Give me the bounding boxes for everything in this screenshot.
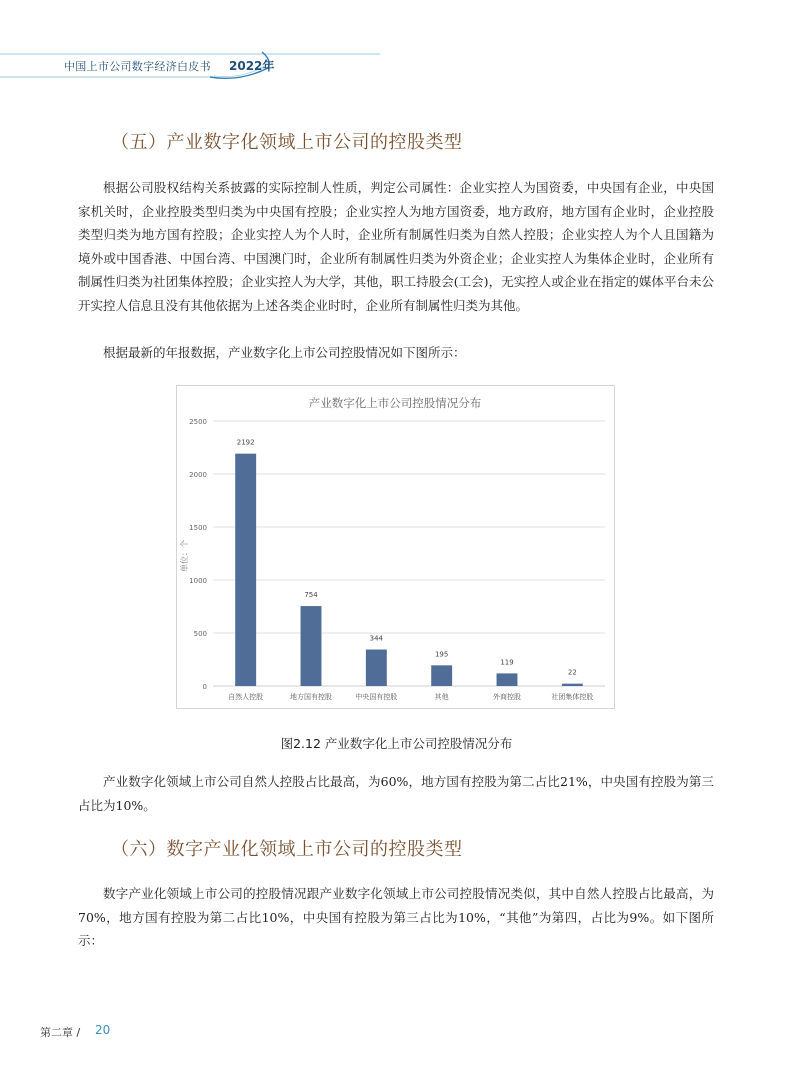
figure-caption: 图2.12 产业数字化上市公司控股情况分布 — [280, 736, 513, 751]
bar-4 — [497, 673, 518, 686]
bar-2 — [366, 650, 387, 686]
paragraph-digital-industrialization: 数字产业化领域上市公司的控股情况跟产业数字化领域上市公司控股情况类似，其中自然人控股占比最高，为70%，地方国有控股为第二占比10%，中央国有控股为第三占比为10%，“其他”为第四，占比为9%。如下图所示： — [78, 886, 714, 948]
bar-1 — [301, 606, 322, 686]
paragraph-ownership-rules: 根据公司股权结构关系披露的实际控制人性质，判定公司属性：企业实控人为国资委，中央国有企业，中央国家机关时，企业控股类型归类为中央国有控股；企业实控人为地方国资委，地方政府，地方国有企业时，企业控股类型归类为地方国有控股；企业实控人为个人时，企业所有制属性归类为自然人控股；企业实控人为个人且国籍为境外或中国香港、中国台湾、中国澳门时，企业所有制属性归类为外资企业；企业实控人为集体企业时，企业所有制属性归类为社团集体控股；企业实控人为大学，其他，职工持股会(工会)，无实控人或企业在指定的媒体平台未公开实控人信息且没有其他依据为上述各类企业时时，企业所有制属性归类为其他。 — [78, 180, 714, 313]
x-tick-label: 中央国有控股 — [355, 693, 398, 701]
header-year: 2022年 — [229, 59, 275, 73]
y-tick-label: 1500 — [189, 524, 207, 532]
x-tick-label: 社团集体控股 — [551, 693, 594, 701]
x-tick-label: 外商控股 — [493, 693, 521, 701]
footer-chapter: 第二章 / — [40, 1026, 81, 1039]
chart-frame — [176, 385, 615, 709]
data-label: 2192 — [236, 438, 255, 447]
x-tick-label: 其他 — [434, 693, 449, 701]
chart-title: 产业数字化上市公司控股情况分布 — [308, 396, 482, 410]
bar-3 — [431, 665, 452, 686]
y-tick-label: 2000 — [189, 471, 207, 479]
x-tick-label: 地方国有控股 — [290, 693, 332, 701]
section-title-6: （六）数字产业化领域上市公司的控股类型 — [111, 839, 463, 860]
x-tick-label: 自然人控股 — [228, 693, 264, 701]
bar-5 — [562, 684, 583, 686]
data-label: 119 — [500, 658, 514, 667]
data-label: 344 — [369, 634, 384, 643]
y-tick-label: 0 — [202, 683, 207, 691]
y-tick-label: 2500 — [189, 418, 207, 426]
paragraph-chart-intro: 根据最新的年报数据，产业数字化上市公司控股情况如下图所示： — [103, 345, 466, 360]
bar-0 — [235, 454, 256, 686]
data-label: 22 — [567, 668, 577, 677]
data-label: 754 — [304, 591, 318, 600]
page-number: 20 — [95, 1023, 111, 1037]
section-title-5: （五）产业数字化领域上市公司的控股类型 — [111, 132, 463, 153]
y-tick-label: 500 — [193, 630, 207, 638]
paragraph-chart-summary: 产业数字化领域上市公司自然人控股占比最高，为60%，地方国有控股为第二占比21%，中央国有控股为第三占比为10%。 — [78, 774, 714, 813]
y-axis-label: 单位：个 — [180, 540, 189, 572]
header-title: 中国上市公司数字经济白皮书 — [64, 60, 211, 73]
data-label: 195 — [434, 650, 449, 659]
bar-chart — [177, 386, 614, 708]
y-tick-label: 1000 — [189, 577, 207, 585]
